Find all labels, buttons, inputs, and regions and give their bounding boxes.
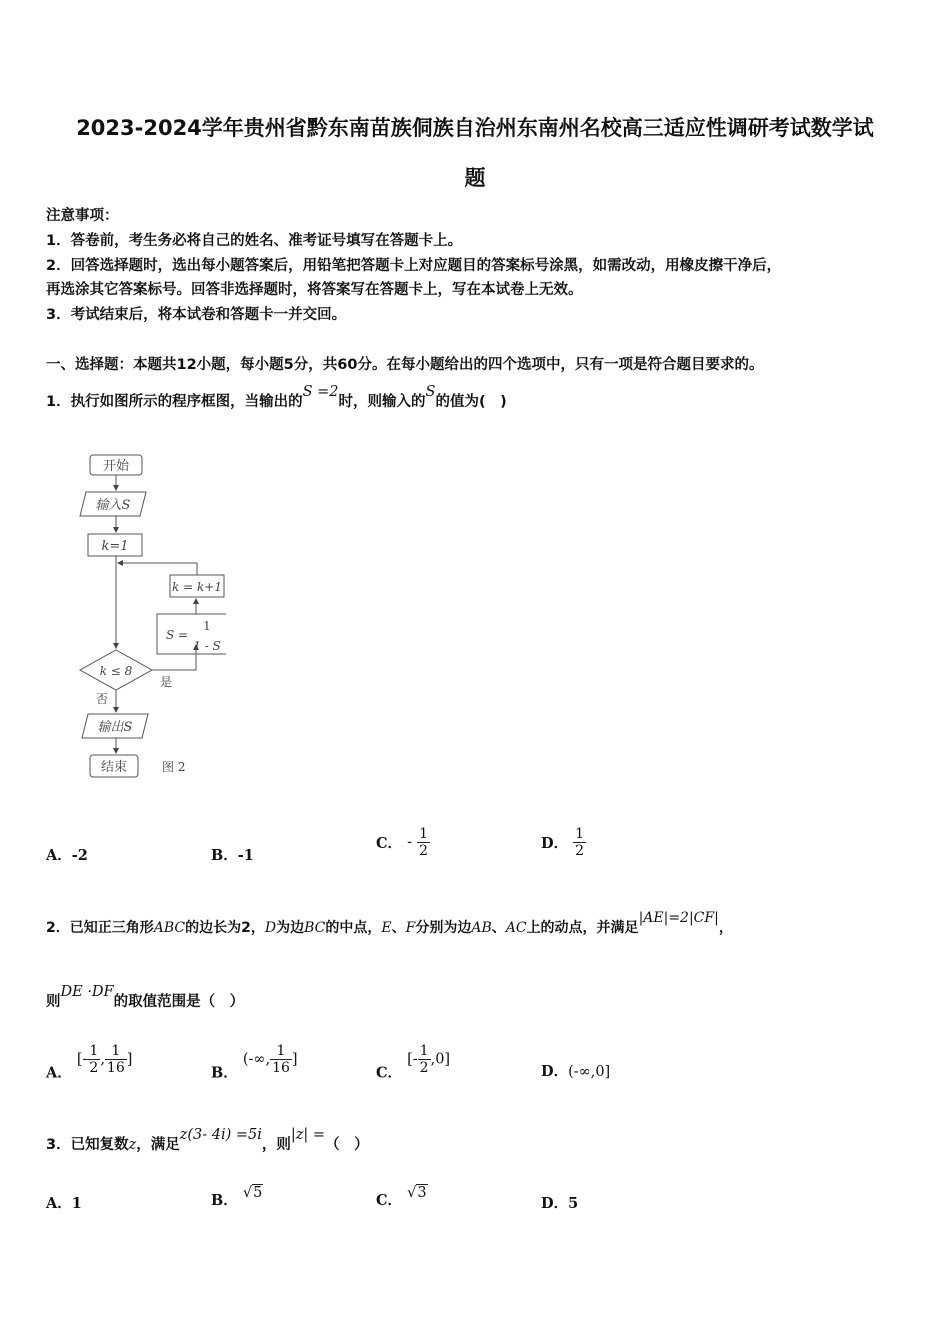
q1-math-input: S: [425, 384, 436, 400]
q2-option-b-post: ]: [291, 1051, 298, 1068]
q2-option-c[interactable]: [376, 1043, 450, 1083]
q2-math-condition: |AE|=2|CF|: [638, 910, 719, 926]
frac-den: 16: [272, 1060, 290, 1076]
q1-option-a-value: -2: [71, 847, 88, 864]
q2-line2-text-1: 则: [46, 994, 61, 1010]
q2-option-d-value: (-∞,0]: [568, 1064, 611, 1080]
exam-title-line2: 题: [464, 166, 486, 190]
q2-math-d: D: [264, 920, 277, 936]
q3-text-4: （ ）: [325, 1137, 369, 1153]
q2-text-2: 的边长为2，: [185, 920, 265, 936]
q3-option-b-radicand: 5: [253, 1185, 263, 1201]
q3-math-z: z: [128, 1137, 137, 1153]
frac-den: 2: [419, 1060, 429, 1076]
q1-math-output: S =2: [302, 384, 339, 400]
fc-init-label: k=1: [101, 539, 129, 554]
q2-option-d-label: D．: [541, 1063, 569, 1080]
question-2-line2: [46, 984, 245, 1011]
note-item-2-cont: 再选涂其它答案标号。回答非选择题时，将答案写在答题卡上，写在本试卷上无效。: [46, 282, 583, 298]
fc-assign-lhs: S =: [166, 628, 189, 642]
frac-den: 2: [89, 1060, 99, 1076]
q2-text-9: ，: [718, 920, 733, 936]
q2-math-e: E: [381, 920, 392, 936]
q2-math-ac: AC: [505, 920, 527, 936]
q3-math-abs: |z| =: [290, 1127, 326, 1143]
sqrt-icon: √: [407, 1185, 417, 1201]
frac-den: 16: [106, 1060, 125, 1076]
q2-math-abc: ABC: [153, 920, 186, 936]
q3-math-equation: z(3- 4i) =5i: [179, 1127, 262, 1143]
q3-text-1: 3．已知复数: [46, 1137, 129, 1153]
fc-start-label: 开始: [102, 459, 130, 474]
q2-text-5: 、: [391, 920, 406, 936]
frac-den: 2: [419, 843, 428, 859]
q2-math-ab: AB: [471, 920, 492, 936]
q1-option-c-fraction: [417, 826, 430, 859]
q1-option-b-label: B．: [211, 847, 238, 864]
fc-output-label: 输出S: [97, 720, 133, 735]
q3-option-d[interactable]: [541, 1192, 578, 1213]
fc-yes-label: 是: [160, 675, 173, 689]
q2-option-b-frac: [270, 1043, 292, 1076]
q3-option-c[interactable]: [376, 1184, 428, 1210]
q2-line2-text-2: 的取值范围是（ ）: [113, 994, 245, 1010]
q2-text-8: 上的动点，并满足: [526, 920, 639, 936]
q3-option-c-radicand: 3: [417, 1185, 427, 1201]
q3-option-b-label: B．: [211, 1192, 238, 1209]
q2-option-a-pre: [-: [76, 1051, 88, 1068]
q1-option-b[interactable]: [211, 844, 254, 865]
frac-num: 1: [419, 826, 428, 842]
q3-text-3: ，则: [261, 1137, 291, 1153]
frac-num: 1: [270, 1043, 292, 1060]
q2-text-1: 2．已知正三角形: [46, 920, 154, 936]
fc-inc-label: k = k+1: [172, 580, 222, 594]
q1-option-a-label: A．: [46, 847, 72, 864]
q2-option-b-pre: (-∞,: [242, 1051, 271, 1068]
fc-assign-num: 1: [203, 619, 211, 633]
fc-assign-den: 1 - S: [193, 639, 221, 653]
q2-math-dot-product: DE ·DF: [60, 984, 114, 1000]
notes-heading: 注意事项：: [46, 208, 119, 224]
q1-option-c[interactable]: [376, 826, 430, 859]
q2-text-4: 的中点，: [325, 920, 382, 936]
note-item-3: 3．考试结束后，将本试卷和答题卡一并交回。: [46, 307, 347, 323]
q2-text-3: 为边: [276, 920, 305, 936]
fc-input-label: 输入S: [95, 498, 131, 513]
q3-text-2: ，满足: [136, 1137, 180, 1153]
q1-option-c-label: C．: [376, 835, 403, 852]
q2-option-a-frac1: [87, 1043, 100, 1076]
fc-no-label: 否: [96, 692, 109, 706]
q3-option-a[interactable]: [46, 1192, 82, 1213]
frac-num: 1: [419, 1043, 429, 1059]
sqrt-icon: √: [242, 1185, 253, 1201]
q2-math-bc: BC: [304, 920, 326, 936]
q1-option-a[interactable]: [46, 844, 88, 865]
q3-option-b[interactable]: [211, 1184, 263, 1210]
question-1: [46, 384, 507, 411]
q2-option-a-mid: ,: [100, 1051, 105, 1068]
q1-option-d[interactable]: [541, 826, 586, 859]
section-heading: 一、选择题：本题共12小题，每小题5分，共60分。在每小题给出的四个选项中，只有一项是符合题目要求的。: [46, 357, 764, 373]
q1-option-b-value: -1: [237, 847, 254, 864]
program-flowchart: [76, 450, 226, 785]
frac-den: 2: [575, 843, 585, 859]
fc-end-label: 结束: [100, 760, 128, 775]
q2-math-f: F: [405, 920, 416, 936]
question-3: [46, 1127, 369, 1154]
q2-option-a[interactable]: [46, 1043, 132, 1083]
q2-option-c-label: C．: [376, 1064, 403, 1082]
question-2: [46, 910, 733, 937]
q2-option-c-pre: [-: [407, 1051, 418, 1068]
fc-cond-label: k ≤ 8: [99, 664, 133, 678]
frac-num: 1: [105, 1043, 127, 1060]
q1-text-2: 时，则输入的: [338, 394, 426, 410]
q3-option-d-value: 5: [568, 1195, 579, 1212]
note-item-1: 1．答卷前，考生务必将自己的姓名、准考证号填写在答题卡上。: [46, 233, 463, 249]
q2-option-b[interactable]: [211, 1043, 298, 1083]
exam-title-line1: 2023-2024学年贵州省黔东南苗族侗族自治州东南州名校高三适应性调研考试数学试: [76, 116, 874, 140]
fc-caption: 图 2: [162, 760, 186, 774]
q2-option-c-post: ,0]: [430, 1051, 451, 1068]
frac-num: 1: [575, 826, 585, 842]
note-item-2: 2．回答选择题时，选出每小题答案后，用铅笔把答题卡上对应题目的答案标号涂黑，如需改动，用橡皮擦干净后，: [46, 258, 782, 274]
q3-option-a-label: A．: [46, 1195, 72, 1212]
q2-option-a-post: ]: [126, 1051, 133, 1068]
q1-option-c-sign: -: [407, 834, 413, 851]
q2-option-b-label: B．: [211, 1064, 238, 1082]
q1-option-d-fraction: [573, 826, 586, 859]
q2-option-a-label: A．: [46, 1064, 72, 1082]
q1-option-d-label: D．: [541, 835, 569, 852]
q2-text-6: 分别为边: [415, 920, 472, 936]
q2-option-a-frac2: [105, 1043, 127, 1076]
q3-option-a-value: 1: [71, 1195, 82, 1212]
q1-text-1: 1．执行如图所示的程序框图，当输出的: [46, 394, 303, 410]
q1-text-3: 的值为( ): [435, 394, 507, 410]
q2-option-c-frac: [418, 1043, 431, 1076]
q2-option-d[interactable]: [541, 1060, 610, 1081]
q2-text-7: 、: [491, 920, 506, 936]
q3-option-d-label: D．: [541, 1195, 569, 1212]
frac-num: 1: [89, 1043, 99, 1059]
q3-option-c-label: C．: [376, 1192, 403, 1209]
